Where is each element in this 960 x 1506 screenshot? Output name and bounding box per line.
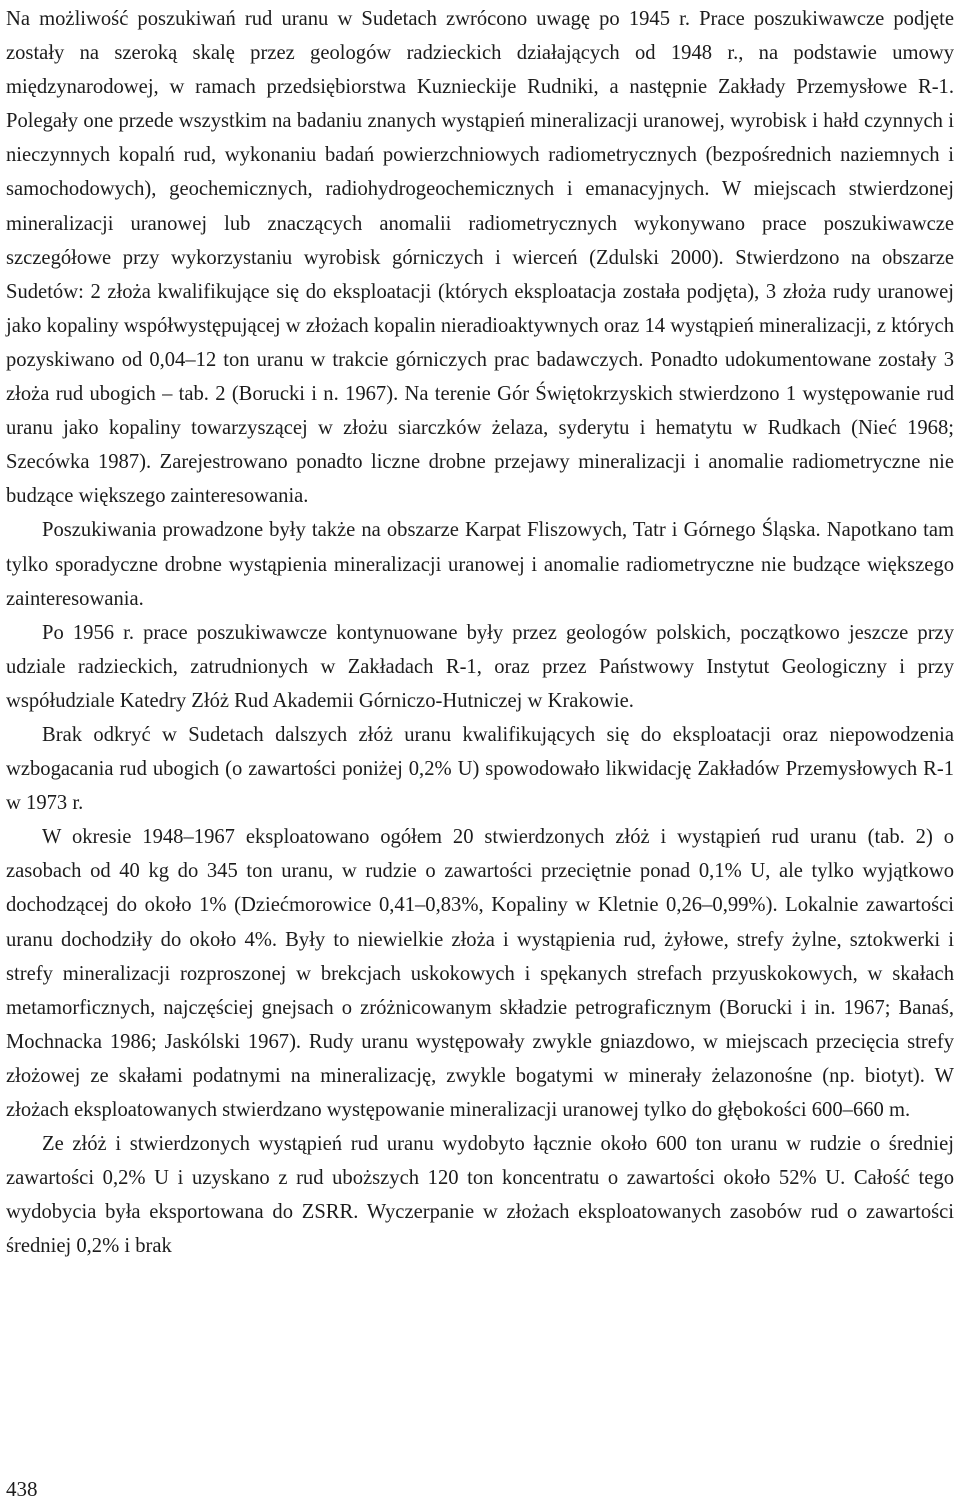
paragraph-liquidation: Brak odkryć w Sudetach dalszych złóż uranu kwalifikujących się do eksploatacji oraz niepowodzenia wzbogacania rud ubogich (o zawartości poniżej 0,2% U) spowodowało likwidację Zakładów Przemysłowych R-1 w 1973 r. bbox=[6, 723, 954, 815]
page-number: 438 bbox=[6, 1477, 38, 1501]
paragraph-after-1956: Po 1956 r. prace poszukiwawcze kontynuowane były przez geologów polskich, początkowo jeszcze przy udziale radzieckich, zatrudnionych w Zakładach R-1, oraz przez Państwowy Instytut Geologiczny i przy współudziale Katedry Złóż Rud Akademii Górniczo‑Hutniczej w Krakowie. bbox=[6, 621, 954, 712]
paragraph-exploitation-1948-1967: W okresie 1948–1967 eksploatowano ogółem 20 stwierdzonych złóż i wystąpień rud uranu (tab. 2) o zasobach od 40 kg do 345 ton uranu, w rudzie o zawartości przeciętnie ponad 0,1% U, ale tylko wyjątkowo dochodzącej do około 1% (Dziećmorowice 0,41–0,83%, Kopaliny w Kletnie 0,26–0,99%). Lokalnie zawartości uranu dochodziły do około 4%. Były to niewielkie złoża i wystąpienia rud, żyłowe, strefy żylne, sztokwerki i strefy mineralizacji rozproszonej w brekcjach uskokowych i spękanych strefach przyuskokowych, w skałach metamorficznych, najczęściej gnejsach o zróżnicowanym składzie petrograficznym (Borucki i in. 1967; Banaś, Mochnacka 1986; Jaskólski 1967). Rudy uranu występowały zwykle gniazdowo, w miejscach przecięcia strefy złożowej ze skałami podatnymi na mineralizację, zwykle bogatymi w minerały żelazonośne (np. biotyt). W złożach eksploatowanych stwierdzano występowanie mineralizacji uranowej tylko do głębokości 600–660 m. bbox=[6, 826, 954, 1121]
paragraph-uranium-sudety: Na możliwość poszukiwań rud uranu w Sudetach zwrócono uwagę po 1945 r. Prace poszukiwawcze podjęte zostały na szeroką skalę przez geologów radzieckich działających od 1948 r., na podstawie umowy międzynarodowej, w ramach przedsiębiorstwa Kuznieckije Rudniki, a następnie Zakłady Przemysłowe R-1. Polegały one przede wszystkim na badaniu znanych wystąpień mineralizacji uranowej, wyrobisk i hałd czynnych i nieczynnych kopalń rud, wykonaniu badań powierzchniowych radiometrycznych (bezpośrednich naziemnych i samochodowych), geochemicznych, radiohydrogeochemicznych i emanacyjnych. W miejscach stwierdzonej mineralizacji uranowej lub znaczących anomalii radiometrycznych wykonywano prace poszukiwawcze szczegółowe przy wykorzystaniu wyrobisk górniczych i wierceń (Zdulski 2000). Stwierdzono na obszarze Sudetów: 2 złoża kwalifikujące się do eksploatacji (których eksploatacja została podjęta), 3 złoża rudy uranowej jako kopaliny współwystępującej w złożach kopalin nieradioaktywnych oraz 14 wystąpień mineralizacji, z których pozyskiwano od 0,04–12 ton uranu w trakcie górniczych prac badawczych. Ponadto udokumentowane zostały 3 złoża rud ubogich – tab. 2 (Borucki i n. 1967). Na terenie Gór Świętokrzyskich stwierdzono 1 występowanie rud uranu jako kopaliny towarzyszącej w złożu siarczków żelaza, syderytu i hematytu w Rudkach (Nieć 1968; Szecówka 1987). Zarejestrowano ponadto liczne drobne przejawy mineralizacji i anomalie radiometryczne nie budzące większego zainteresowania. bbox=[6, 8, 954, 508]
paragraph-total-output: Ze złóż i stwierdzonych wystąpień rud uranu wydobyto łącznie około 600 ton uranu w rudzie o średniej zawartości 0,2% U i uzyskano z rud uboższych 120 ton koncentratu o zawartości około 52% U. Całość tego wydobycia była eksportowana do ZSRR. Wyczerpanie w złożach eksploatowanych zasobów rud o zawartości średniej 0,2% i brak bbox=[6, 1133, 954, 1258]
paragraph-karpaty: Poszukiwania prowadzone były także na obszarze Karpat Fliszowych, Tatr i Górnego Śląska. Napotkano tam tylko sporadyczne drobne wystąpienia mineralizacji uranowej i anomalie radiometryczne nie budzące większego zainteresowania. bbox=[6, 519, 954, 610]
body-text bbox=[6, 2, 954, 1263]
